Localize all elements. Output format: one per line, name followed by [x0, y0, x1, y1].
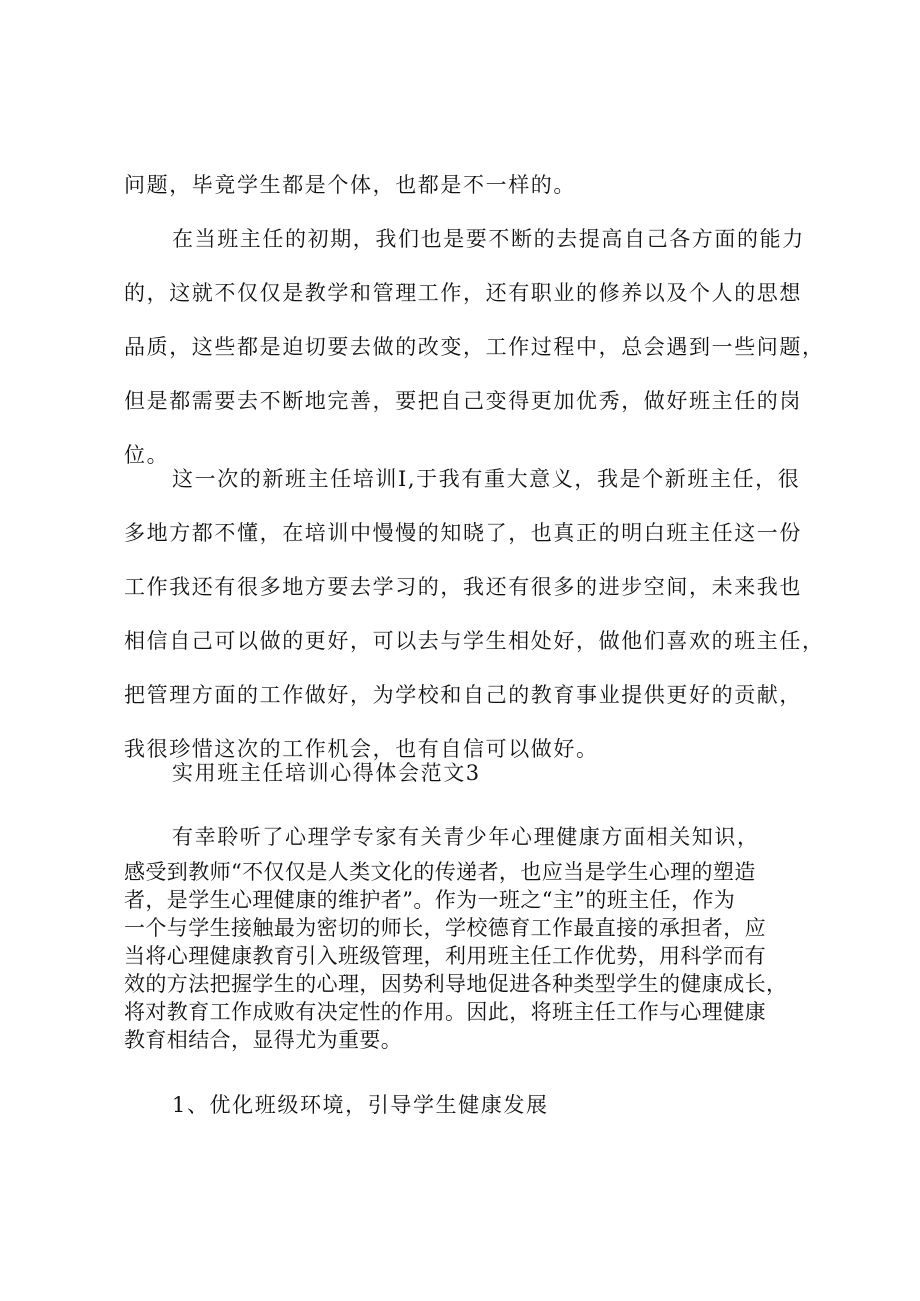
text-line: 将对教育工作成败有决定性的作用。因此，将班主任工作与心理健康: [124, 1000, 766, 1024]
subsection-heading: 1、优化班级环境，引导学生健康发展: [172, 1093, 549, 1117]
text-line: 多地方都不懂，在培训中慢慢的知晓了，也真正的明白班主任这一份: [124, 521, 802, 545]
text-line: 有幸聆听了心理学专家有关青少年心理健康方面相关知识，: [172, 825, 760, 849]
text-line: 我很珍惜这次的工作机会，也有自信可以做好。: [124, 737, 599, 761]
text-line: 这一次的新班主任培训I,于我有重大意义，我是个新班主任，很: [172, 467, 801, 491]
text-line: 感受到教师“不仅仅是人类文化的传递者，也应当是学生心理的塑造: [124, 860, 756, 884]
paragraph-teacher-role: [124, 858, 824, 1054]
text-line: 相信自己可以做的更好，可以去与学生相处好，做他们喜欢的班主任，: [124, 629, 825, 653]
text-line: 教育相结合，显得尤为重要。: [124, 1028, 403, 1052]
text-line: 问题，毕竟学生都是个体，也都是不一样的。: [124, 173, 576, 197]
paragraph-initial-period: [124, 212, 824, 482]
text-line: 当将心理健康教育引入班级管理，利用班主任工作优势，用科学而有: [124, 944, 766, 968]
text-line: 效的方法把握学生的心理，因势利导地促进各种类型学生的健康成长，: [124, 972, 788, 996]
section-heading: 实用班主任培训心得体会范文3: [172, 761, 481, 785]
text-line: 者，是学生心理健康的维护者”。作为一班之“主”的班主任，作为: [124, 888, 736, 912]
text-line: 把管理方面的工作做好，为学校和自己的教育事业提供更好的贡献，: [124, 683, 802, 707]
text-line: 的，这就不仅仅是教学和管理工作，还有职业的修养以及个人的思想: [124, 281, 802, 305]
text-line: 一个与学生接触最为密切的师长，学校德育工作最直接的承担者，应: [124, 916, 766, 940]
text-line: 在当班主任的初期，我们也是要不断的去提高自己各方面的能力: [172, 227, 805, 251]
paragraph-lecture-intro: [124, 810, 824, 864]
paragraph-training-meaning: [124, 452, 824, 776]
text-line: 位。: [124, 443, 170, 467]
text-line: 但是都需要去不断地完善，要把自己变得更加优秀，做好班主任的岗: [124, 389, 802, 413]
text-line: 工作我还有很多地方要去学习的，我还有很多的进步空间，未来我也: [124, 575, 802, 599]
text-line: 品质，这些都是迫切要去做的改变，工作过程中，总会遇到一些问题，: [124, 335, 825, 359]
paragraph-continuation: [124, 158, 824, 212]
